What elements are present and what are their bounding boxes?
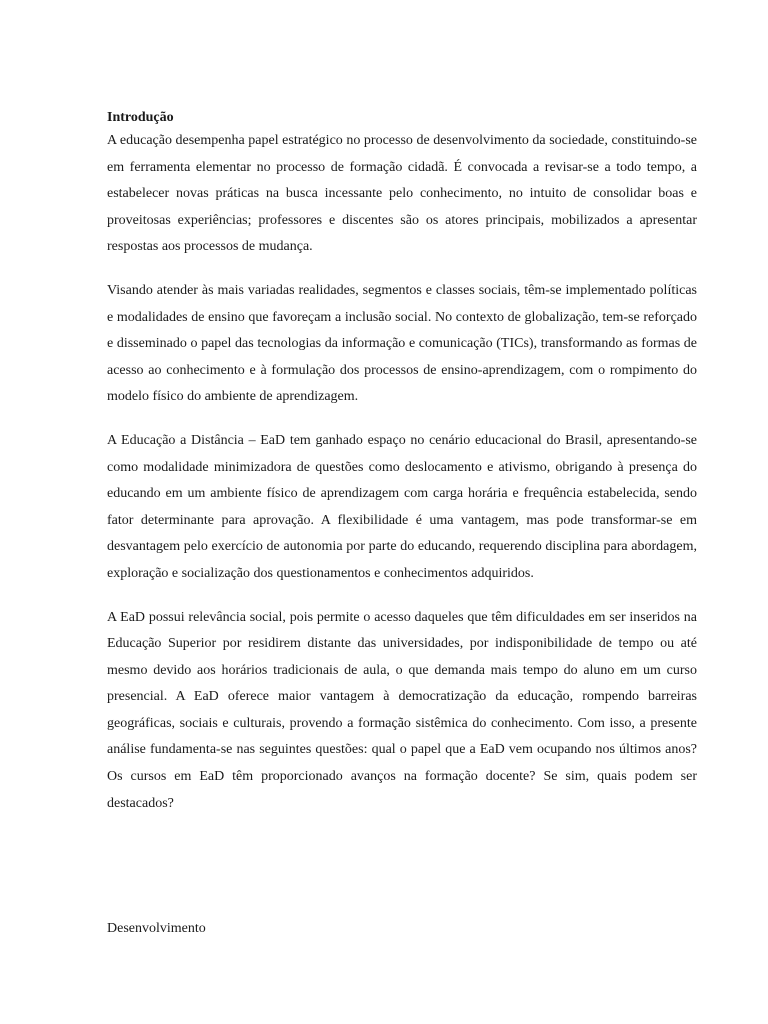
document-page — [107, 109, 697, 834]
paragraph: Visando atender às mais variadas realidades, segmentos e classes sociais, têm-se implementado políticas e modalidades de ensino que favoreçam a inclusão social. No contexto de globalização, tem-se reforçado e disseminado o papel das tecnologias da informação e comunicação (TICs), transformando as formas de acesso ao conhecimento e à formulação dos processos de ensino-aprendizagem, com o rompimento do modelo físico do ambiente de aprendizagem. — [107, 282, 697, 405]
section-heading-introducao: Introdução — [107, 110, 174, 125]
paragraph: A EaD possui relevância social, pois permite o acesso daqueles que têm dificuldades em ser inseridos na Educação Superior por residirem distante das universidades, por indisponibilidade de tempo ou até mesmo devido aos horários tradicionais de aula, o que demanda mais tempo do aluno em um curso presencial. A EaD oferece maior vantagem à democratização da educação, rompendo barreiras geográficas, sociais e culturais, provendo a formação sistêmica do conhecimento. Com isso, a presente análise fundamenta-se nas seguintes questões: qual o papel que a EaD vem ocupando nos últimos anos? Os cursos em EaD têm proporcionado avanços na formação docente? Se sim, quais podem ser destacados? — [107, 609, 697, 811]
paragraph: A educação desempenha papel estratégico no processo de desenvolvimento da sociedade, constituindo-se em ferramenta elementar no processo de formação cidadã. É convocada a revisar-se a todo tempo, a estabelecer novas práticas na busca incessante pelo conhecimento, no intuito de consolidar boas e proveitosas experiências; professores e discentes são os atores principais, mobilizados a apresentar respostas aos processos de mudança. — [107, 133, 697, 255]
paragraph: A Educação a Distância – EaD tem ganhado espaço no cenário educacional do Brasil, apresentando-se como modalidade minimizadora de questões como deslocamento e ativismo, obrigando à presença do educando em um ambiente físico de aprendizagem com carga horária e frequência estabelecida, sendo fator determinante para aprovação. A flexibilidade é uma vantagem, mas pode transformar-se em desvantagem pelo exercício de autonomia por parte do educando, requerendo disciplina para abordagem, exploração e socialização dos questionamentos e conhecimentos adquiridos. — [107, 432, 697, 581]
section-heading-desenvolvimento: Desenvolvimento — [107, 921, 206, 936]
